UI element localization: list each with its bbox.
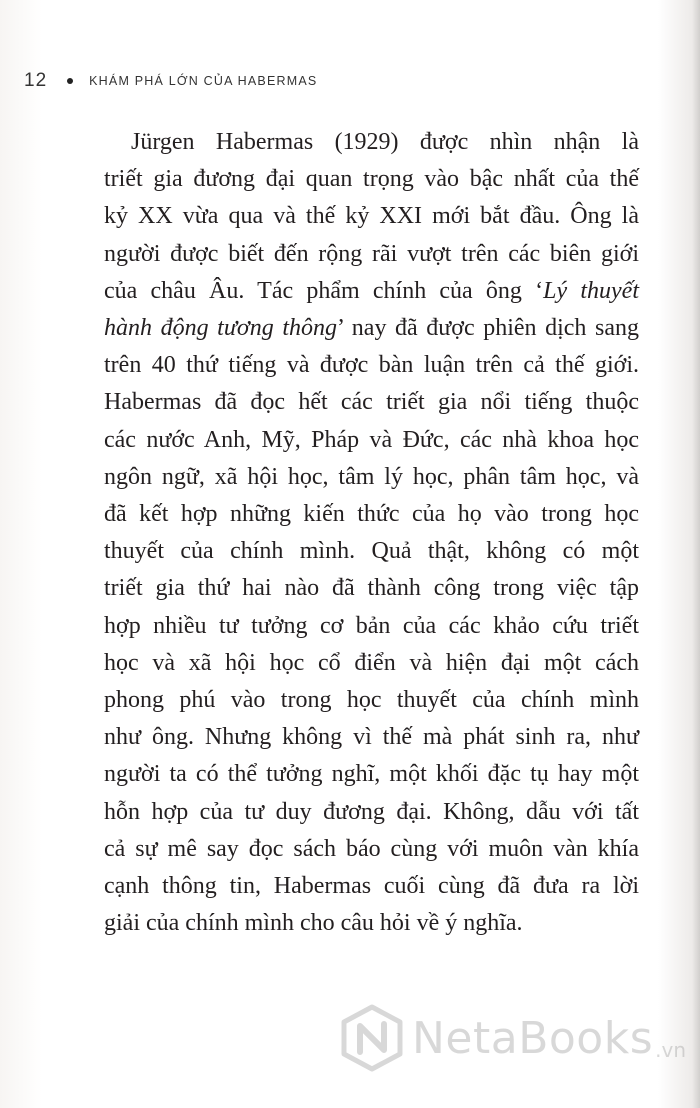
work-title-italic: hành động tương thông — [104, 315, 337, 342]
text-line: đã kết hợp những kiến thức của họ vào trong học — [104, 501, 639, 528]
page-edge-shadow — [692, 0, 700, 1108]
text-fragment: ’ nay đã được phiên dịch sang — [337, 315, 640, 342]
text-fragment: của châu Âu. Tác phẩm chính của ông ‘ — [104, 277, 544, 304]
text-line: người ta có thể tưởng nghĩ, một khối đặc tụ hay một — [104, 761, 639, 788]
text-line: triết gia thứ hai nào đã thành công trong việc tập — [104, 575, 639, 602]
text-line: hợp nhiều tư tưởng cơ bản của các khảo cứu triết — [104, 612, 639, 639]
page-number: 12 — [24, 70, 48, 91]
netabooks-logo-icon — [340, 1004, 404, 1072]
text-line: triết gia đương đại quan trọng vào bậc nhất của thế — [104, 166, 639, 193]
text-line: học và xã hội học cổ điển và hiện đại một cách — [104, 649, 639, 676]
watermark-suffix: .vn — [655, 1038, 687, 1062]
text-line: Jürgen Habermas (1929) được nhìn nhận là — [131, 129, 639, 155]
text-line: cạnh thông tin, Habermas cuối cùng đã đưa ra lời — [104, 873, 639, 900]
work-title-italic: Lý thuyết — [543, 277, 639, 304]
body-paragraph — [104, 124, 639, 942]
page-header — [24, 70, 317, 92]
text-line — [104, 273, 639, 310]
text-line: Habermas đã đọc hết các triết gia nổi tiếng thuộc — [104, 389, 639, 416]
text-line: thuyết của chính mình. Quả thật, không có một — [104, 538, 639, 565]
text-line: các nước Anh, Mỹ, Pháp và Đức, các nhà khoa học — [104, 426, 639, 453]
text-line: phong phú vào trong học thuyết của chính mình — [104, 687, 639, 714]
text-line — [104, 310, 639, 347]
text-line: như ông. Nhưng không vì thế mà phát sinh ra, như — [104, 724, 639, 751]
text-line: ngôn ngữ, xã hội học, tâm lý học, phân tâm học, và — [104, 463, 639, 490]
text-line: cả sự mê say đọc sách báo cùng với muôn vàn khía — [104, 835, 639, 862]
text-line: giải của chính mình cho câu hỏi về ý nghĩa. — [104, 910, 523, 937]
text-line: trên 40 thứ tiếng và được bàn luận trên cả thế giới. — [104, 352, 639, 379]
running-title: KHÁM PHÁ LỚN CỦA HABERMAS — [89, 74, 318, 88]
watermark — [340, 1000, 686, 1076]
text-line: kỷ XX vừa qua và thế kỷ XXI mới bắt đầu. Ông là — [104, 203, 639, 230]
text-line: hỗn hợp của tư duy đương đại. Không, dẫu với tất — [104, 798, 639, 825]
watermark-brand: NetaBooks — [412, 1012, 654, 1064]
text-line: người được biết đến rộng rãi vượt trên các biên giới — [104, 240, 639, 267]
bullet-separator — [67, 78, 73, 84]
